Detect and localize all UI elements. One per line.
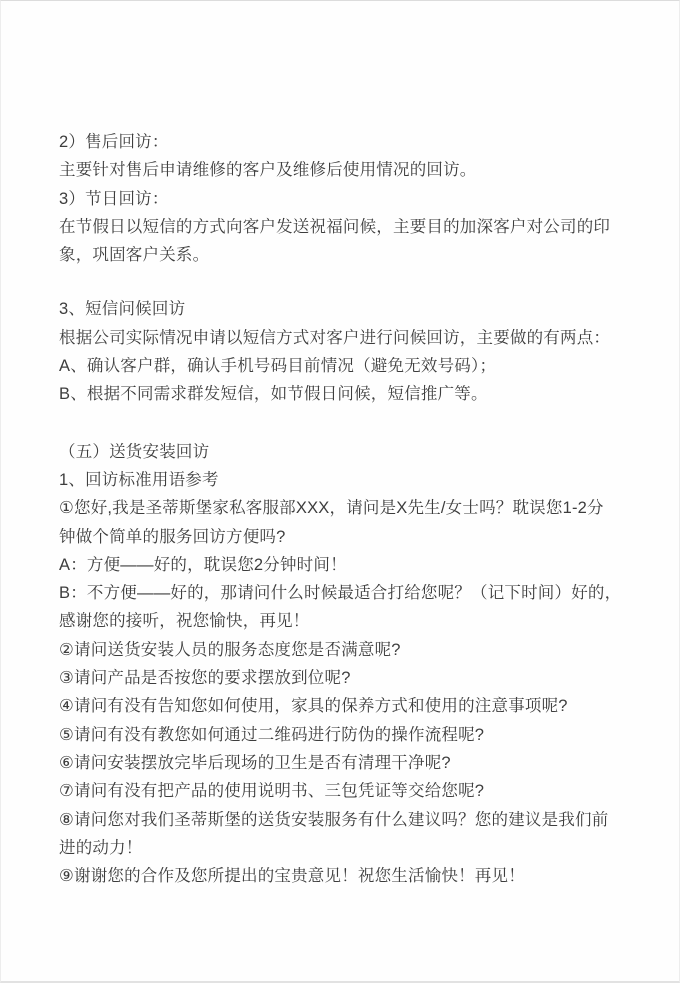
text-line: ④请问有没有告知您如何使用，家具的保养方式和使用的注意事项呢?: [59, 697, 568, 716]
text-line: ③请问产品是否按您的要求摆放到位呢?: [59, 669, 351, 688]
text-line: 1、回访标准用语参考: [59, 470, 219, 489]
text-line: A、确认客户群，确认手机号码目前情况（避免无效号码）；: [59, 357, 497, 376]
text-line: 2）售后回访：: [59, 133, 169, 151]
text-line: ⑧请问您对我们圣蒂斯堡的送货安装服务有什么建议吗？您的建议是我们前: [59, 810, 609, 829]
text-line: B：不方便——好的，那请问什么时候最适合打给您呢？（记下时间）好的，: [59, 584, 622, 603]
text-line: 进的动力！: [59, 838, 143, 857]
text-line: ⑤请问有没有教您如何通过二维码进行防伪的操作流程呢?: [59, 725, 485, 744]
text-line: 根据公司实际情况申请以短信方式对客户进行问候回访，主要做的有两点：: [59, 328, 611, 347]
text-line: ①您好,我是圣蒂斯堡家私客服部XXX，请问是X先生/女士吗？耽误您1-2分: [59, 499, 604, 518]
text-line: ⑥请问安装摆放完毕后现场的卫生是否有清理干净呢?: [59, 753, 451, 772]
section-sms-greeting-callback: [59, 295, 634, 408]
section-heading: （五）送货安装回访: [59, 442, 210, 461]
text-line: ②请问送货安装人员的服务态度您是否满意呢?: [59, 640, 401, 659]
section-delivery-installation-callback: [59, 438, 634, 891]
text-line: 3）节日回访：: [59, 189, 169, 208]
text-line: 感谢您的接听，祝您愉快，再见！: [59, 612, 310, 631]
text-line: 在节假日以短信的方式向客户发送祝福问候，主要目的加深客户对公司的印: [59, 217, 611, 236]
text-line: 钟做个简单的服务回访方便吗?: [59, 527, 286, 546]
section-aftersales-holiday-callback: [59, 128, 634, 269]
text-line: ⑦请问有没有把产品的使用说明书、三包凭证等交给您呢?: [59, 782, 485, 801]
text-line: ⑨谢谢您的合作及您所提出的宝贵意见！祝您生活愉快！再见！: [59, 867, 525, 886]
text-line: A：方便——好的，耽误您2分钟时间！: [59, 555, 347, 574]
text-line: 主要针对售后申请维修的客户及维修后使用情况的回访。: [59, 161, 477, 180]
document-content: [59, 128, 634, 890]
text-line: B、根据不同需求群发短信，如节假日问候，短信推广等。: [59, 385, 488, 404]
text-line: 象，巩固客户关系。: [59, 246, 210, 265]
section-heading: 3、短信问候回访: [59, 300, 186, 319]
